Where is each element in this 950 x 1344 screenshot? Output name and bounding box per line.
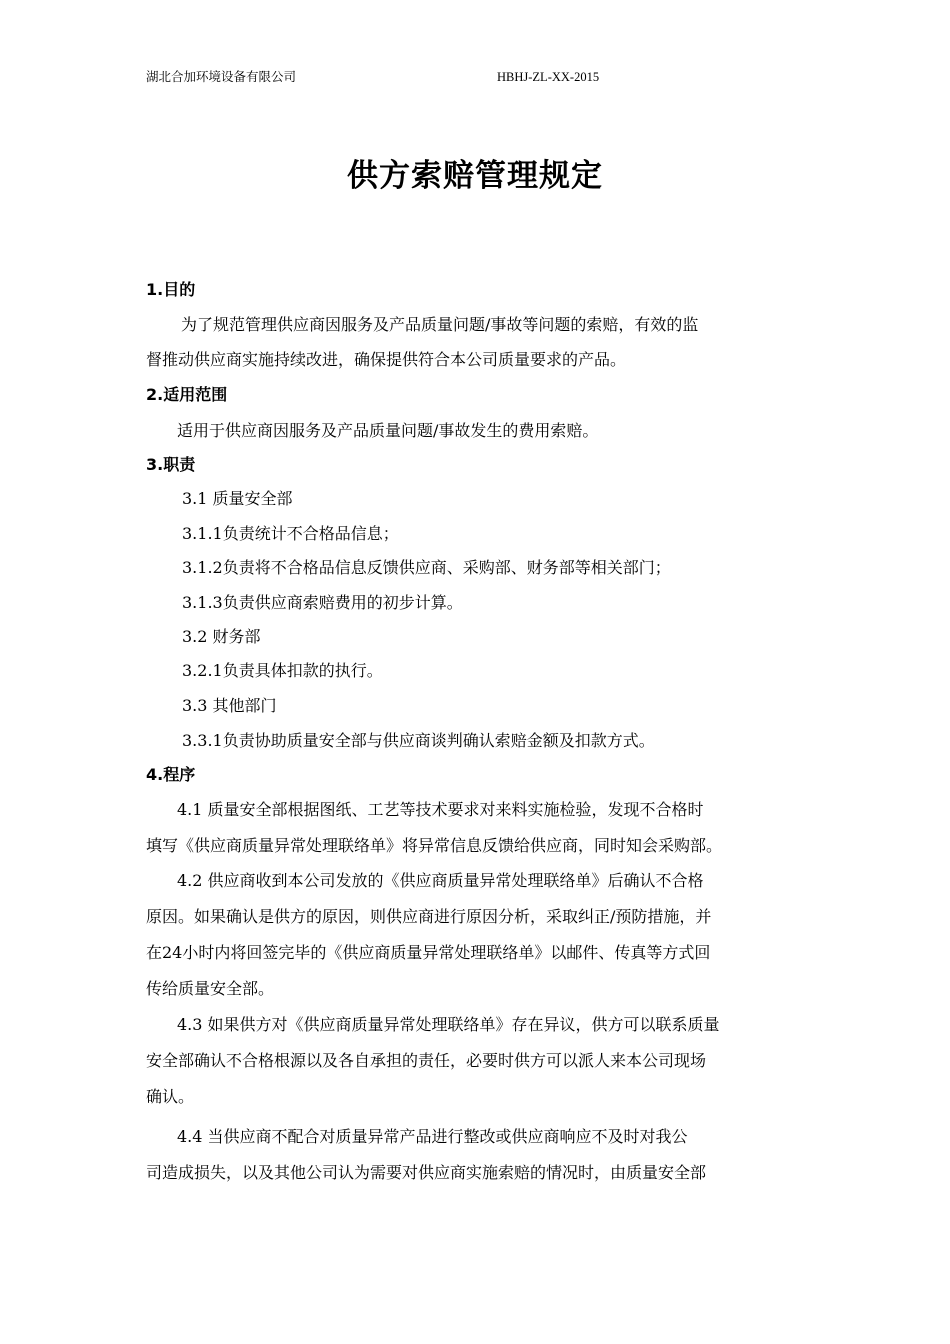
header-company: 湖北合加环境设备有限公司 — [146, 69, 297, 84]
header-doc-code: HBHJ-ZL-XX-2015 — [497, 70, 600, 84]
document-title: 供方索赔管理规定 — [347, 158, 603, 194]
list-item: 3.2.1负责具体扣款的执行。 — [182, 661, 383, 680]
section-heading-responsibilities: 3.职责 — [146, 455, 196, 474]
paragraph-line: 填写《供应商质量异常处理联络单》将异常信息反馈给供应商，同时知会采购部。 — [146, 836, 723, 855]
paragraph-line: 在24小时内将回签完毕的《供应商质量异常处理联络单》以邮件、传真等方式回 — [146, 943, 711, 962]
paragraph-line: 安全部确认不合格根源以及各自承担的责任，必要时供方可以派人来本公司现场 — [146, 1051, 707, 1070]
paragraph-line: 4.4 当供应商不配合对质量异常产品进行整改或供应商响应不及时对我公 — [177, 1127, 688, 1146]
paragraph-line: 4.3 如果供方对《供应商质量异常处理联络单》存在异议，供方可以联系质量 — [177, 1015, 720, 1034]
paragraph-line: 司造成损失，以及其他公司认为需要对供应商实施索赔的情况时，由质量安全部 — [146, 1163, 707, 1182]
list-item: 3.3.1负责协助质量安全部与供应商谈判确认索赔金额及扣款方式。 — [182, 731, 655, 750]
section-heading-scope: 2.适用范围 — [146, 385, 228, 404]
paragraph-line: 为了规范管理供应商因服务及产品质量问题/事故等问题的索赔，有效的监 — [181, 315, 699, 334]
paragraph-line: 原因。如果确认是供方的原因，则供应商进行原因分析，采取纠正/预防措施，并 — [146, 907, 712, 926]
section-heading-procedure: 4.程序 — [146, 765, 196, 784]
paragraph-line: 4.1 质量安全部根据图纸、工艺等技术要求对来料实施检验，发现不合格时 — [177, 800, 704, 819]
list-item: 3.1 质量安全部 — [182, 489, 293, 508]
list-item: 3.1.1负责统计不合格品信息； — [182, 524, 399, 543]
paragraph-line: 确认。 — [146, 1087, 195, 1106]
list-item: 3.3 其他部门 — [182, 696, 277, 715]
list-item: 3.2 财务部 — [182, 627, 261, 646]
paragraph-line: 传给质量安全部。 — [146, 979, 275, 998]
section-heading-purpose: 1.目的 — [146, 280, 196, 299]
list-item: 3.1.2负责将不合格品信息反馈供应商、采购部、财务部等相关部门； — [182, 558, 671, 577]
paragraph-line: 适用于供应商因服务及产品质量问题/事故发生的费用索赔。 — [177, 421, 599, 440]
paragraph-line: 4.2 供应商收到本公司发放的《供应商质量异常处理联络单》后确认不合格 — [177, 871, 704, 890]
list-item: 3.1.3负责供应商索赔费用的初步计算。 — [182, 593, 463, 612]
paragraph-line: 督推动供应商实施持续改进，确保提供符合本公司质量要求的产品。 — [146, 350, 627, 369]
